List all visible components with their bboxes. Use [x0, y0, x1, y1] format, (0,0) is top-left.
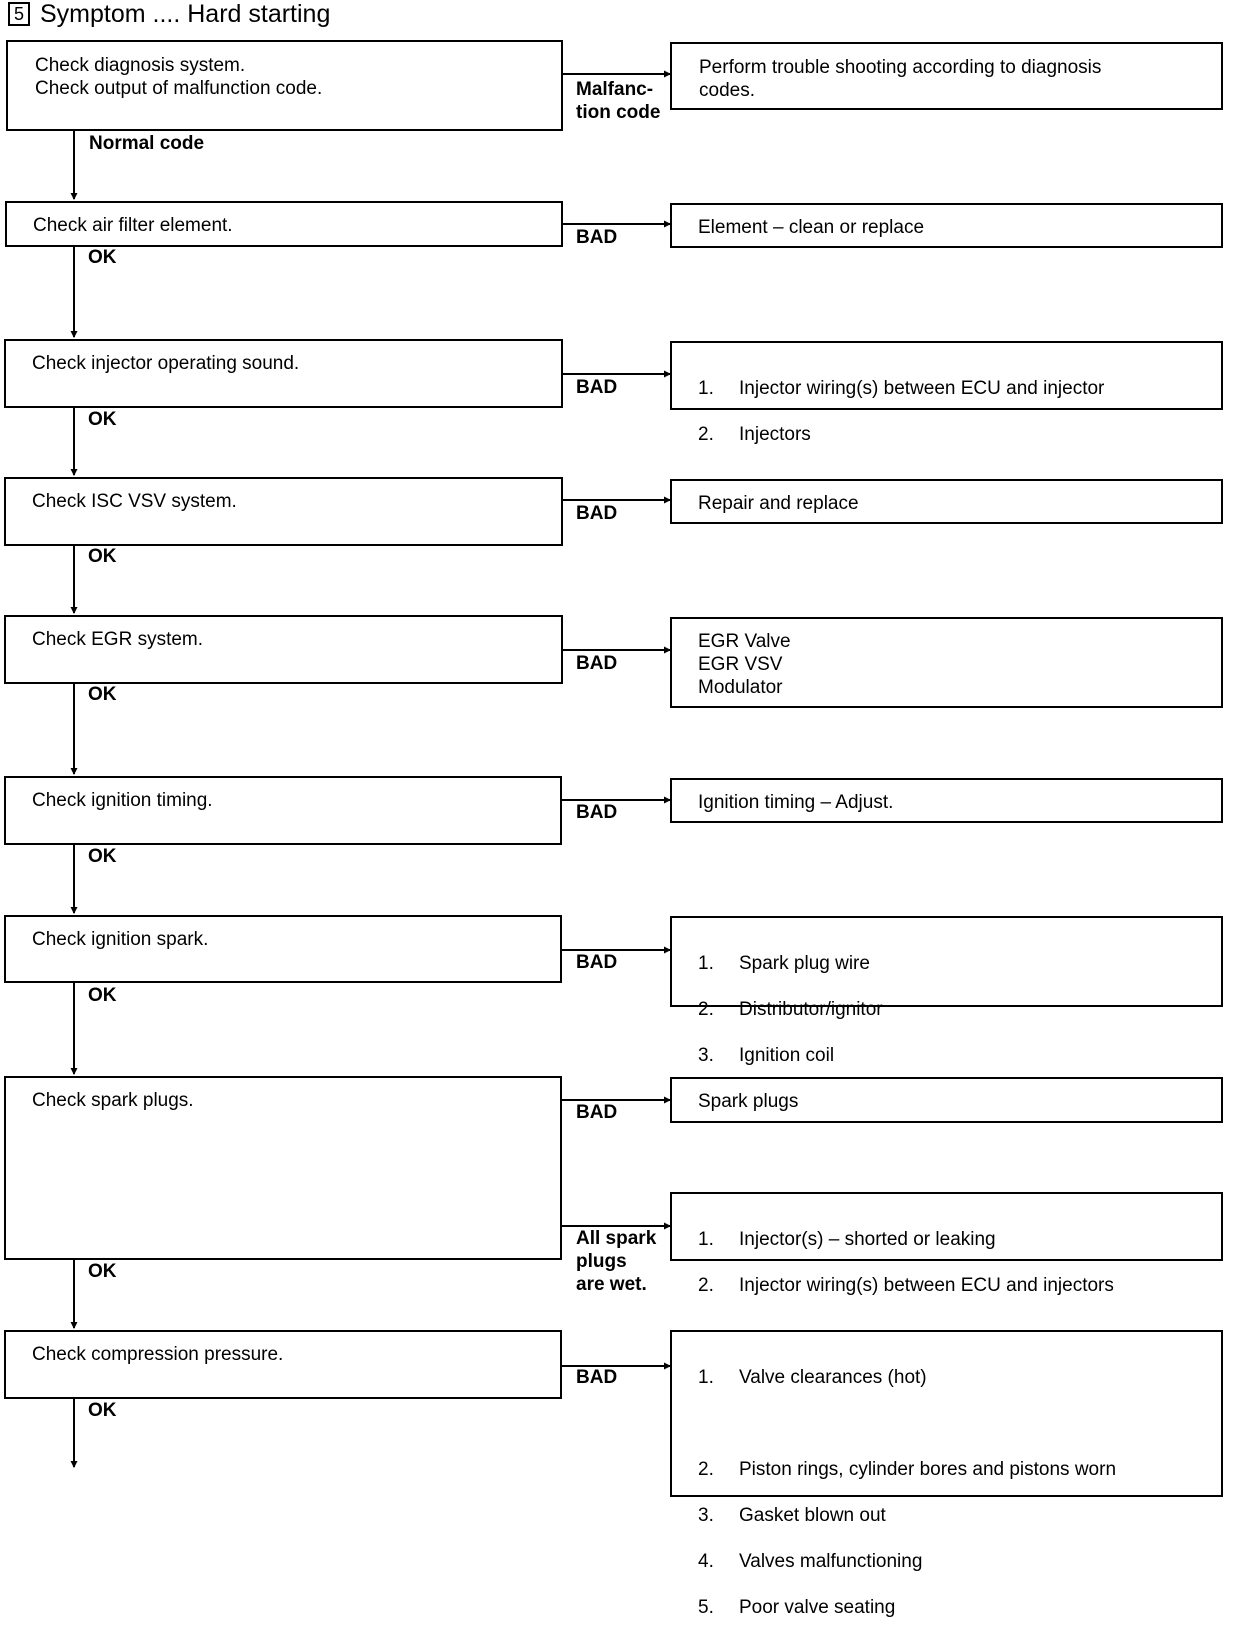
result-box-wet-plugs — [670, 1192, 1223, 1296]
result-item: 2. Injectors — [698, 424, 811, 445]
check-text: Check EGR system. — [32, 629, 204, 650]
check-box-air-filter — [5, 201, 563, 247]
check-box-spark-plugs — [4, 1076, 562, 1260]
result-box-ignition-spark — [670, 916, 1223, 1066]
result-text: Spark plugs — [698, 1091, 799, 1112]
fail-label: BAD — [576, 802, 618, 823]
fail-label: Malfanc- tion code — [576, 79, 661, 123]
result-box-air-filter — [670, 203, 1223, 248]
result-item: 3. Ignition coil — [698, 1045, 835, 1066]
result-text: EGR Valve EGR VSV Modulator — [698, 631, 791, 698]
pass-label: OK — [88, 985, 117, 1006]
section-number: 5 — [8, 2, 30, 26]
pass-label: OK — [88, 247, 117, 268]
result-box-ignition-timing — [670, 778, 1223, 823]
check-text: Check spark plugs. — [32, 1090, 194, 1111]
check-text: Check compression pressure. — [32, 1344, 284, 1365]
result-text: Element – clean or replace — [698, 217, 925, 238]
result-text: Perform trouble shooting according to diagnosis codes. — [699, 57, 1102, 101]
symptom-title: Symptom .... Hard starting — [40, 0, 331, 28]
pass-label: OK — [88, 546, 117, 567]
pass-label: OK — [88, 846, 117, 867]
result-item: 2. Piston rings, cylinder bores and pistons worn — [698, 1459, 1117, 1480]
result-text: Ignition timing – Adjust. — [698, 792, 894, 813]
result-item: 1. Injector wiring(s) between ECU and injector — [698, 378, 1105, 399]
pass-label: Normal code — [89, 133, 205, 154]
check-text: Check ignition spark. — [32, 929, 209, 950]
pass-label: OK — [88, 684, 117, 705]
check-box-diagnosis — [6, 40, 563, 131]
check-text: Check injector operating sound. — [32, 353, 300, 374]
check-box-isc-vsv — [4, 477, 563, 546]
fail-label: BAD — [576, 952, 618, 973]
result-item: 1. Spark plug wire — [698, 953, 870, 974]
check-box-ignition-spark — [4, 915, 562, 983]
result-item: 5. Poor valve seating — [698, 1597, 896, 1618]
result-item: 1. Injector(s) – shorted or leaking — [698, 1229, 996, 1250]
pass-label: OK — [88, 1400, 117, 1421]
check-box-ignition-timing — [4, 776, 562, 845]
fail-label: BAD — [576, 227, 618, 248]
result-box-isc-vsv — [670, 479, 1223, 524]
fail-label-wet: All spark plugs are wet. — [576, 1228, 657, 1295]
check-box-egr — [4, 615, 563, 684]
fail-label: BAD — [576, 1102, 618, 1123]
fail-label: BAD — [576, 503, 618, 524]
result-item: 2. Injector wiring(s) between ECU and injectors — [698, 1275, 1114, 1296]
check-box-injector-sound — [4, 339, 563, 408]
check-text: Check ISC VSV system. — [32, 491, 237, 512]
fail-label: BAD — [576, 653, 618, 674]
pass-label: OK — [88, 1261, 117, 1282]
result-box-compression — [670, 1330, 1223, 1618]
result-box-egr — [670, 617, 1223, 708]
result-box-diagnosis-codes — [670, 42, 1223, 110]
check-text: Check ignition timing. — [32, 790, 213, 811]
check-text: Check diagnosis system. Check output of malfunction code. — [35, 55, 323, 99]
result-text: Repair and replace — [698, 493, 859, 514]
fail-label: BAD — [576, 377, 618, 398]
check-box-compression — [4, 1330, 562, 1399]
fail-label: BAD — [576, 1367, 618, 1388]
result-box-injector — [670, 341, 1223, 445]
pass-label: OK — [88, 409, 117, 430]
result-item: 2. Distributor/ignitor — [698, 999, 883, 1020]
check-text: Check air filter element. — [33, 215, 233, 236]
result-item: 3. Gasket blown out — [698, 1505, 886, 1526]
result-item: 1. Valve clearances (hot) — [698, 1367, 927, 1388]
result-box-spark-plugs — [670, 1077, 1223, 1123]
result-item: 4. Valves malfunctioning — [698, 1551, 923, 1572]
